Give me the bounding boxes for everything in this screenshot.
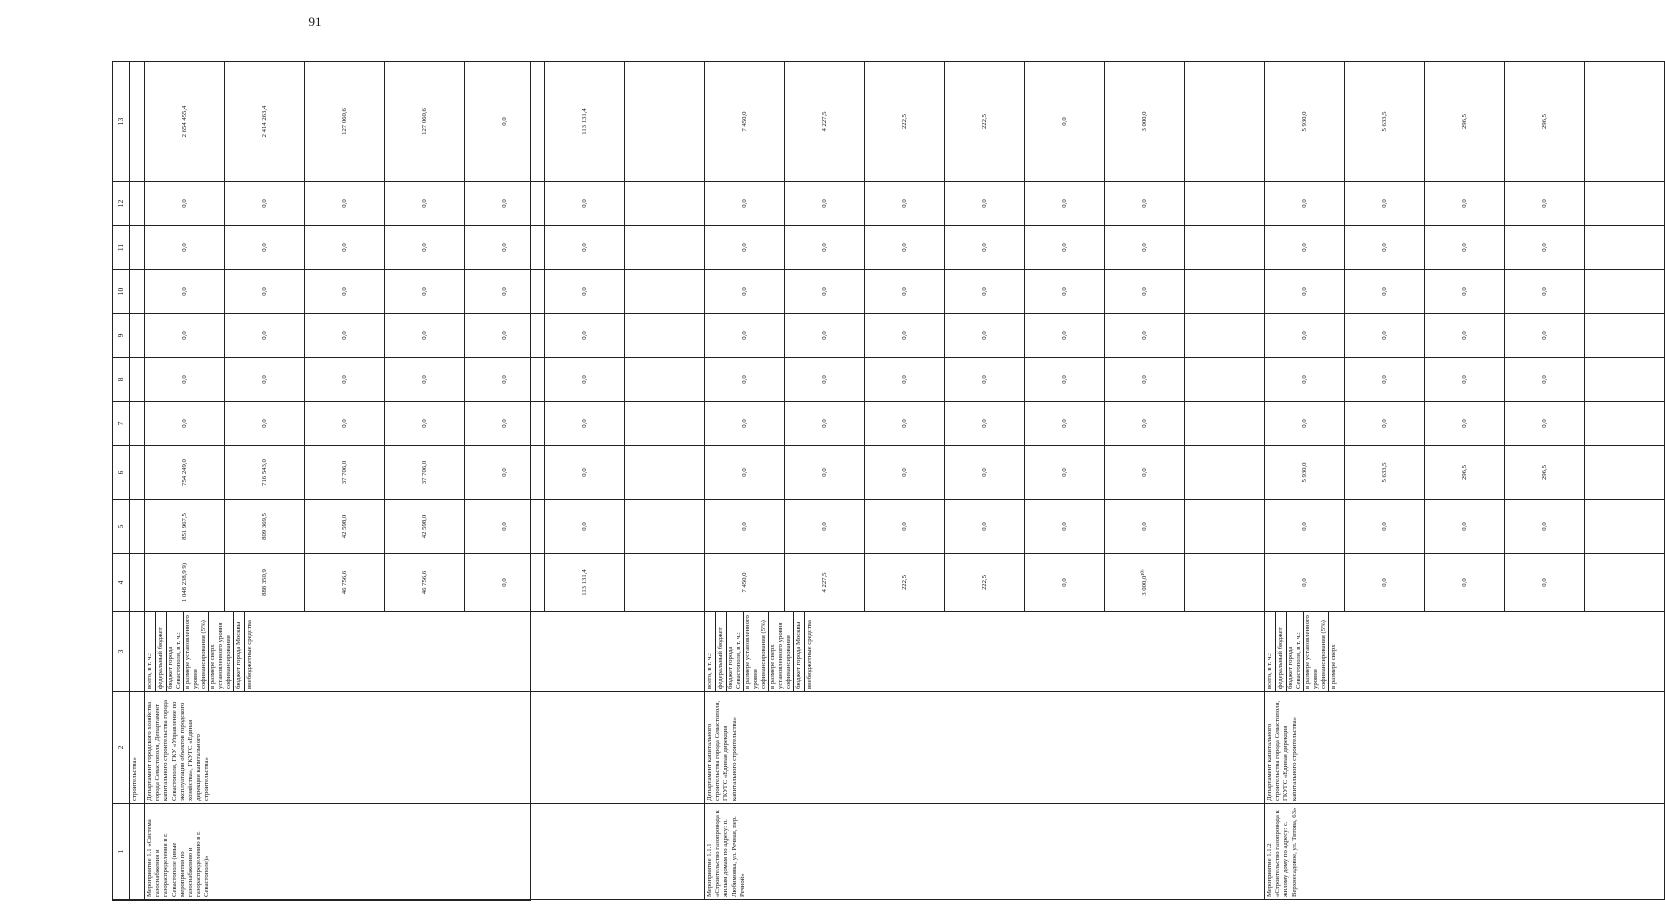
value-cell-c5 — [145, 500, 705, 554]
continuation-cell — [130, 554, 145, 612]
value: 0,0 — [545, 314, 625, 357]
continuation-cell — [130, 62, 145, 182]
header-cell: 11 — [113, 226, 130, 270]
value: 0,0 — [545, 358, 625, 401]
value — [625, 446, 704, 499]
value — [625, 314, 704, 357]
value: 0,0 — [1345, 554, 1425, 611]
value-cell-c12 — [705, 182, 1265, 226]
value-cell-c10 — [1265, 270, 1665, 314]
table-row — [1265, 62, 1665, 900]
value — [625, 402, 704, 445]
header-cell: 13 — [113, 62, 130, 182]
value: 0,0 — [945, 226, 1025, 269]
value: 5 930,0 — [1265, 62, 1345, 181]
value: 0,0 — [145, 182, 225, 225]
continuation-cell — [130, 358, 145, 402]
value: 0,0 — [945, 500, 1025, 553]
value: 0,0 — [465, 446, 545, 499]
value — [1585, 358, 1664, 401]
value: 0,0 — [705, 226, 785, 269]
value — [1185, 358, 1264, 401]
header-row — [113, 62, 130, 900]
value: 0,0 — [1505, 500, 1585, 553]
value: 0,0 — [465, 554, 545, 611]
value — [1585, 402, 1664, 445]
value: 296,5 — [1425, 62, 1505, 181]
funding-source-label: бюджет города Севастополя, в т. ч.: — [167, 612, 184, 691]
value-cell-c6 — [1265, 446, 1665, 500]
funding-source-label: всего, в т. ч.: — [1265, 612, 1276, 691]
value-cell-c4 — [145, 554, 705, 612]
value: 0,0 — [145, 358, 225, 401]
value: 0,0 — [785, 500, 865, 553]
value: 296,5 — [1425, 446, 1505, 499]
value: 0,0 — [465, 62, 545, 181]
value: 0,0 — [225, 358, 305, 401]
value — [625, 62, 704, 181]
header-cell: 1 — [113, 804, 130, 900]
continuation-cell — [130, 612, 145, 692]
value: 5 633,5 — [1345, 446, 1425, 499]
value: 0,0 — [465, 314, 545, 357]
value: 0,0 — [305, 402, 385, 445]
value: 42 598,0 — [305, 500, 385, 553]
value: 0,0 — [305, 314, 385, 357]
value-cell-c6 — [145, 446, 705, 500]
value: 0,0 — [385, 270, 465, 313]
value-cell-c6 — [705, 446, 1265, 500]
value-cell-c9 — [1265, 314, 1665, 358]
value — [1185, 446, 1264, 499]
value: 0,0 — [1265, 270, 1345, 313]
value: 127 060,6 — [305, 62, 385, 181]
value: 0,0 — [1105, 270, 1185, 313]
value: 0,0 — [545, 402, 625, 445]
value: 0,0 — [1505, 554, 1585, 611]
continuation-cell — [130, 182, 145, 226]
value: 0,0 — [865, 182, 945, 225]
value: 0,0 — [465, 182, 545, 225]
value: 0,0 — [1105, 402, 1185, 445]
value: 0,0 — [945, 270, 1025, 313]
value: 0,0 — [785, 314, 865, 357]
continuation-cell-2: строительства» — [130, 692, 145, 804]
value: 0,0 — [865, 446, 945, 499]
value: 0,0 — [945, 182, 1025, 225]
value: 0,0 — [785, 358, 865, 401]
value: 0,0 — [1425, 226, 1505, 269]
continuation-cell — [130, 500, 145, 554]
value-cell-c8 — [1265, 358, 1665, 402]
value: 0,0 — [1345, 358, 1425, 401]
value: 7 450,0 — [705, 554, 785, 611]
value — [1585, 446, 1664, 499]
value: 0,0 — [705, 402, 785, 445]
value: 0,0 — [545, 226, 625, 269]
value — [1585, 226, 1664, 269]
funding-source-label: внебюджетные средства — [246, 620, 253, 689]
value — [1185, 62, 1264, 181]
value: 2 654 455,4 — [145, 62, 225, 181]
value-cell-c11 — [1265, 226, 1665, 270]
value-cell-c13 — [705, 62, 1265, 182]
value-cell-c7 — [705, 402, 1265, 446]
value: 0,0 — [1265, 554, 1345, 611]
value — [1585, 500, 1664, 553]
value: 0,0 — [305, 182, 385, 225]
funding-source-label: бюджет города Севастополя, в т. ч.: — [727, 612, 744, 691]
value: 0,0 — [1505, 402, 1585, 445]
value: 0,0 — [1425, 182, 1505, 225]
header-cell: 12 — [113, 182, 130, 226]
value: 0,0 — [545, 446, 625, 499]
value: 0,0 — [1025, 554, 1105, 611]
value: 46 756,6 — [385, 554, 465, 611]
value: 0,0 — [305, 270, 385, 313]
header-cell: 9 — [113, 314, 130, 358]
value: 3 000,0¹⁰⁾ — [1105, 554, 1185, 611]
value: 0,0 — [705, 182, 785, 225]
responsible-executor: Департамент капитального строительства города Севастополя, ГКУГС «Единая дирекция капитального строительства» — [705, 692, 1265, 804]
measure-name: Мероприятие 1.1 «Система газоснабжения и газораспределения в г. Севастополе (иные мероприятия по газоснабжению и газораспределению в г. Севастополе)» — [145, 804, 705, 900]
funding-source-cell — [145, 612, 705, 692]
value: 0,0 — [1345, 226, 1425, 269]
value: 0,0 — [785, 226, 865, 269]
funding-source-label: в размере установленного уровня софинансирования (5%) — [184, 612, 209, 691]
value: 0,0 — [1345, 182, 1425, 225]
value: 46 756,6 — [305, 554, 385, 611]
value: 0,0 — [1105, 500, 1185, 553]
table-row — [705, 62, 1265, 900]
value: 0,0 — [305, 226, 385, 269]
value: 809 369,5 — [225, 500, 305, 553]
value: 0,0 — [145, 270, 225, 313]
value: 0,0 — [1265, 226, 1345, 269]
funding-source-label: всего, в т. ч.: — [145, 612, 156, 691]
value: 0,0 — [465, 500, 545, 553]
value: 0,0 — [465, 402, 545, 445]
value: 754 249,0 — [145, 446, 225, 499]
value: 0,0 — [545, 182, 625, 225]
value-cell-c13 — [1265, 62, 1665, 182]
value-cell-c11 — [145, 226, 705, 270]
value: 0,0 — [465, 358, 545, 401]
header-cell: 3 — [113, 612, 130, 692]
value: 0,0 — [865, 314, 945, 357]
value: 0,0 — [945, 446, 1025, 499]
value — [625, 270, 704, 313]
funding-source-label: в размере установленного уровня софинансирования (5%) — [744, 612, 769, 691]
funding-source-label: в размере сверх — [1330, 644, 1337, 689]
funding-source-label: федеральный бюджет — [1276, 612, 1287, 691]
value: 0,0 — [1105, 226, 1185, 269]
value — [625, 358, 704, 401]
value-cell-c8 — [145, 358, 705, 402]
value: 2 414 263,4 — [225, 62, 305, 181]
value-cell-c4 — [705, 554, 1265, 612]
value: 5 633,5 — [1345, 62, 1425, 181]
value-cell-c9 — [705, 314, 1265, 358]
funding-source-label: бюджет города Москвы — [234, 612, 245, 691]
header-cell: 6 — [113, 446, 130, 500]
value: 0,0 — [1025, 402, 1105, 445]
value-cell-c7 — [145, 402, 705, 446]
value-cell-c13 — [145, 62, 705, 182]
value — [1185, 500, 1264, 553]
funding-source-cell — [1265, 612, 1665, 692]
value — [1185, 182, 1264, 225]
value: 0,0 — [1105, 314, 1185, 357]
funding-source-label: всего, в т. ч.: — [705, 612, 716, 691]
value: 0,0 — [865, 270, 945, 313]
value: 4 227,5 — [785, 62, 865, 181]
value: 0,0 — [865, 500, 945, 553]
value: 0,0 — [1345, 314, 1425, 357]
value — [1585, 270, 1664, 313]
funding-source-label: в размере сверх установленного уровня софинансирования — [209, 612, 234, 691]
value: 0,0 — [1025, 500, 1105, 553]
value: 5 930,0 — [1265, 446, 1345, 499]
responsible-executor: Департамент капитального строительства города Севастополя, ГКУГС «Единая дирекция капитального строительства» — [1265, 692, 1665, 804]
value — [1585, 62, 1664, 181]
value: 888 350,9 — [225, 554, 305, 611]
measure-name: Мероприятие 1.1.1 «Строительство газопровода к жилым домам по адресу: п. Любимовка, ул. Речная, пер. Речной» — [705, 804, 1265, 900]
value: 0,0 — [1425, 314, 1505, 357]
value: 0,0 — [225, 402, 305, 445]
value: 0,0 — [465, 226, 545, 269]
value: 0,0 — [1025, 226, 1105, 269]
value: 0,0 — [865, 358, 945, 401]
value: 7 450,0 — [705, 62, 785, 181]
value: 0,0 — [145, 226, 225, 269]
funding-source-cell — [705, 612, 1265, 692]
responsible-executor: Департамент городского хозяйства города Севастополя, Департамент капитального строительства города Севастополя, ГКУ «Управление по эксплуатации объектов городского хозяйства», ГКУГС «Единая дирекция капитального строительства» — [145, 692, 705, 804]
value: 0,0 — [1345, 500, 1425, 553]
value: 0,0 — [705, 270, 785, 313]
funding-source-label: бюджет города Москвы — [794, 612, 805, 691]
value-cell-c4 — [1265, 554, 1665, 612]
value-cell-c5 — [1265, 500, 1665, 554]
value: 3 000,0 — [1105, 62, 1185, 181]
value — [1185, 270, 1264, 313]
value — [1185, 554, 1264, 611]
value — [1185, 226, 1264, 269]
value: 0,0 — [1345, 402, 1425, 445]
header-cell: 10 — [113, 270, 130, 314]
value: 0,0 — [865, 226, 945, 269]
header-cell: 4 — [113, 554, 130, 612]
value: 0,0 — [145, 402, 225, 445]
value: 113 131,4 — [545, 554, 625, 611]
value: 0,0 — [1425, 358, 1505, 401]
value: 0,0 — [1025, 358, 1105, 401]
value — [625, 226, 704, 269]
value: 0,0 — [1425, 270, 1505, 313]
value: 222,5 — [865, 62, 945, 181]
header-cell: 8 — [113, 358, 130, 402]
value: 0,0 — [385, 226, 465, 269]
value: 0,0 — [1105, 446, 1185, 499]
continuation-row — [130, 62, 145, 900]
value-cell-c7 — [1265, 402, 1665, 446]
value: 0,0 — [1425, 554, 1505, 611]
value: 0,0 — [145, 314, 225, 357]
value — [1585, 554, 1664, 611]
funding-source-label: бюджет города Севастополя, в т. ч.: — [1287, 612, 1304, 691]
value: 0,0 — [225, 226, 305, 269]
rotated-table-frame — [112, 62, 1548, 901]
value: 0,0 — [225, 182, 305, 225]
value: 0,0 — [705, 358, 785, 401]
continuation-cell-1 — [130, 804, 145, 900]
page-number: 91 — [308, 14, 322, 29]
value: 0,0 — [865, 402, 945, 445]
value: 851 967,5 — [145, 500, 225, 553]
value: 0,0 — [225, 270, 305, 313]
funding-source-label: внебюджетные средства — [806, 620, 813, 689]
value: 0,0 — [545, 270, 625, 313]
value: 0,0 — [1025, 182, 1105, 225]
value: 0,0 — [1265, 500, 1345, 553]
header-cell: 2 — [113, 692, 130, 804]
value: 222,5 — [865, 554, 945, 611]
value: 113 131,4 — [545, 62, 625, 181]
value: 0,0 — [305, 358, 385, 401]
value — [625, 500, 704, 553]
continuation-cell — [130, 226, 145, 270]
value-cell-c5 — [705, 500, 1265, 554]
value: 0,0 — [1425, 402, 1505, 445]
value — [1185, 314, 1264, 357]
value: 0,0 — [1105, 182, 1185, 225]
value — [625, 554, 704, 611]
value-cell-c10 — [145, 270, 705, 314]
header-cell: 7 — [113, 402, 130, 446]
value: 127 060,6 — [385, 62, 465, 181]
value: 296,5 — [1505, 62, 1585, 181]
value: 0,0 — [705, 314, 785, 357]
value: 0,0 — [1105, 358, 1185, 401]
value: 716 543,0 — [225, 446, 305, 499]
value — [1585, 182, 1664, 225]
value: 0,0 — [545, 500, 625, 553]
funding-source-label: федеральный бюджет — [156, 612, 167, 691]
value: 0,0 — [385, 358, 465, 401]
value: 0,0 — [1025, 446, 1105, 499]
value: 0,0 — [1025, 270, 1105, 313]
value — [1185, 402, 1264, 445]
continuation-cell — [130, 402, 145, 446]
funding-source-label: в размере сверх установленного уровня софинансирования — [769, 612, 794, 691]
value: 37 706,0 — [305, 446, 385, 499]
value-cell-c11 — [705, 226, 1265, 270]
budget-table — [112, 61, 1665, 900]
value: 0,0 — [1265, 402, 1345, 445]
value: 0,0 — [1505, 182, 1585, 225]
value: 0,0 — [385, 182, 465, 225]
rotated-table — [112, 62, 1548, 900]
continuation-cell — [130, 446, 145, 500]
value-cell-c8 — [705, 358, 1265, 402]
continuation-cell — [130, 270, 145, 314]
value — [1585, 314, 1664, 357]
value: 0,0 — [1265, 314, 1345, 357]
header-cell: 5 — [113, 500, 130, 554]
value-cell-c12 — [1265, 182, 1665, 226]
value: 0,0 — [1345, 270, 1425, 313]
value: 42 598,0 — [385, 500, 465, 553]
funding-source-label: в размере установленного уровня софинансирования (5%) — [1304, 612, 1329, 691]
value: 0,0 — [1265, 358, 1345, 401]
value: 0,0 — [945, 314, 1025, 357]
value: 0,0 — [1505, 314, 1585, 357]
value: 0,0 — [1505, 226, 1585, 269]
value: 0,0 — [1265, 182, 1345, 225]
value: 0,0 — [785, 402, 865, 445]
value: 0,0 — [705, 446, 785, 499]
value: 0,0 — [465, 270, 545, 313]
value: 0,0 — [705, 500, 785, 553]
funding-source-label: федеральный бюджет — [716, 612, 727, 691]
value-cell-c12 — [145, 182, 705, 226]
value: 296,5 — [1505, 446, 1585, 499]
value: 0,0 — [385, 314, 465, 357]
value: 0,0 — [945, 402, 1025, 445]
value: 222,5 — [945, 62, 1025, 181]
value: 0,0 — [785, 182, 865, 225]
value: 0,0 — [785, 270, 865, 313]
value: 37 706,0 — [385, 446, 465, 499]
value: 4 227,5 — [785, 554, 865, 611]
value: 0,0 — [785, 446, 865, 499]
value-cell-c9 — [145, 314, 705, 358]
measure-name: Мероприятие 1.1.2 «Строительство газопровода к жилому дому по адресу: с. Верхнесадовое, ул. Титова, 63» — [1265, 804, 1665, 900]
value: 0,0 — [1425, 500, 1505, 553]
value: 0,0 — [1505, 358, 1585, 401]
table-row — [145, 62, 705, 900]
value: 0,0 — [385, 402, 465, 445]
continuation-cell — [130, 314, 145, 358]
value: 222,5 — [945, 554, 1025, 611]
value: 0,0 — [225, 314, 305, 357]
value: 1 048 238,9 9) — [145, 554, 225, 611]
value: 0,0 — [1025, 314, 1105, 357]
value-cell-c10 — [705, 270, 1265, 314]
value: 0,0 — [945, 358, 1025, 401]
value: 0,0 — [1505, 270, 1585, 313]
value: 0,0 — [1025, 62, 1105, 181]
value — [625, 182, 704, 225]
